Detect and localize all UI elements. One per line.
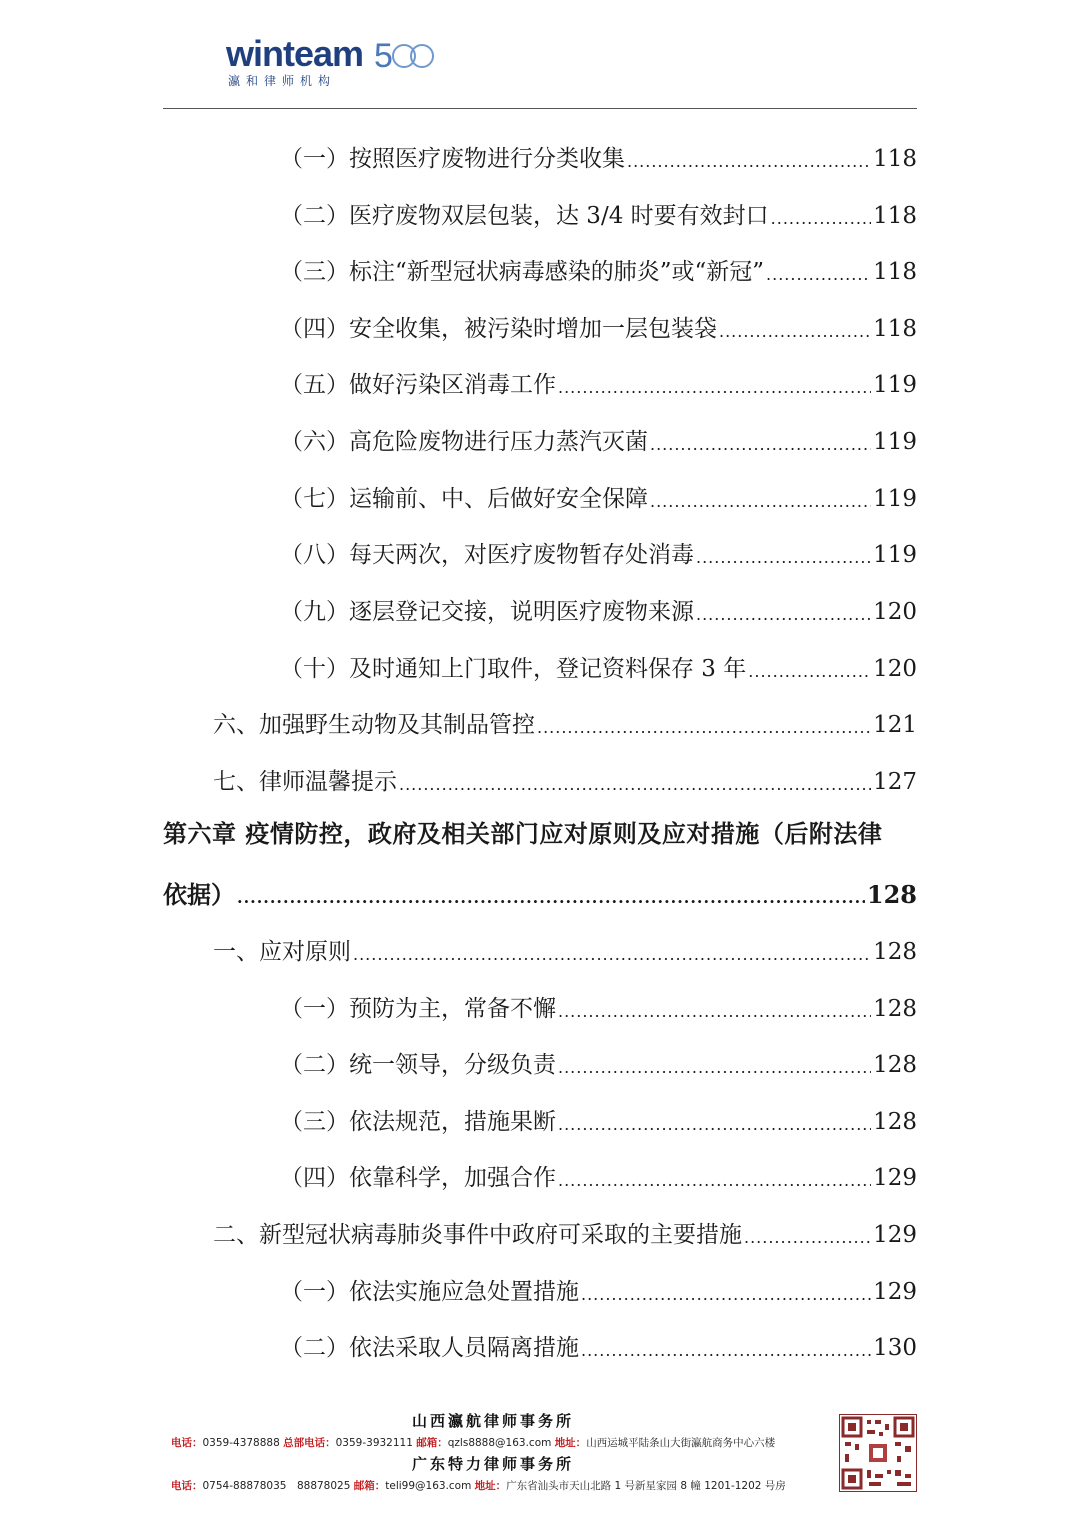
toc-label: （二）依法采取人员隔离措施 bbox=[280, 1335, 579, 1361]
toc-page: 129 bbox=[873, 1279, 917, 1305]
toc-page: 118 bbox=[873, 203, 917, 229]
toc-chapter-title[interactable]: 第六章 疫情防控，政府及相关部门应对原则及应对措施（后附法律 bbox=[163, 819, 883, 848]
contact-key: 邮箱： bbox=[416, 1437, 448, 1449]
contact-email[interactable]: qzls8888@163.com bbox=[447, 1437, 552, 1449]
contact-key: 地址： bbox=[474, 1480, 507, 1492]
toc-label: 二、新型冠状病毒肺炎事件中政府可采取的主要措施 bbox=[213, 1222, 742, 1248]
toc-entry[interactable] bbox=[280, 992, 917, 1024]
toc-label: 一、应对原则 bbox=[213, 939, 351, 965]
toc-label: （一）依法实施应急处置措施 bbox=[280, 1279, 579, 1305]
toc-page: 129 bbox=[873, 1165, 917, 1191]
qr-code-icon bbox=[839, 1414, 917, 1492]
toc-entry[interactable] bbox=[280, 255, 917, 287]
page-footer bbox=[163, 1408, 917, 1508]
toc-label: （七）运输前、中、后做好安全保障 bbox=[280, 486, 648, 512]
logo-number: 5 bbox=[374, 37, 393, 75]
contact-key: 电话： bbox=[171, 1437, 203, 1449]
toc-page: 120 bbox=[873, 656, 917, 682]
toc-leader bbox=[696, 546, 871, 570]
toc-label: （八）每天两次，对医疗废物暂存处消毒 bbox=[280, 542, 694, 568]
toc-entry[interactable] bbox=[280, 425, 917, 457]
toc-entry[interactable] bbox=[280, 595, 917, 627]
logo-text: winteam bbox=[226, 33, 364, 74]
logo-rings-icon bbox=[392, 42, 436, 70]
toc-entry[interactable] bbox=[280, 1331, 917, 1363]
toc-leader bbox=[581, 1283, 871, 1307]
toc-label: （九）逐层登记交接，说明医疗废物来源 bbox=[280, 599, 694, 625]
toc-label: （四）安全收集，被污染时增加一层包装袋 bbox=[280, 316, 717, 342]
toc-leader bbox=[581, 1339, 871, 1363]
contact-value: 0359-4378888 bbox=[202, 1437, 280, 1449]
header-divider bbox=[163, 108, 917, 109]
toc-leader bbox=[766, 263, 871, 287]
toc-leader bbox=[558, 1000, 871, 1024]
toc-page: 129 bbox=[873, 1222, 917, 1248]
toc-page: 128 bbox=[873, 1052, 917, 1078]
toc-leader bbox=[558, 376, 871, 400]
toc-section-entry[interactable] bbox=[213, 935, 917, 967]
toc-entry[interactable] bbox=[280, 1161, 917, 1193]
toc-label: 依据） bbox=[163, 880, 235, 909]
toc-leader bbox=[650, 490, 871, 514]
winteam-logo bbox=[226, 32, 446, 88]
toc-label: （六）高危险废物进行压力蒸汽灭菌 bbox=[280, 429, 648, 455]
contact-value: 0359-3932111 bbox=[335, 1437, 413, 1449]
toc-label: （一）按照医疗废物进行分类收集 bbox=[280, 146, 625, 172]
toc-page: 121 bbox=[873, 712, 917, 738]
toc-leader bbox=[771, 207, 871, 231]
toc-page: 119 bbox=[873, 542, 917, 568]
toc-leader bbox=[744, 1226, 871, 1250]
toc-page: 128 bbox=[873, 939, 917, 965]
toc-leader bbox=[353, 943, 871, 967]
firm-name-shanxi: 山西瀛航律师事务所 bbox=[411, 1412, 574, 1430]
toc-leader bbox=[696, 603, 871, 627]
toc-label: （四）依靠科学，加强合作 bbox=[280, 1165, 556, 1191]
toc-section-entry[interactable] bbox=[213, 765, 917, 797]
toc-entry[interactable] bbox=[280, 142, 917, 174]
toc-leader bbox=[719, 320, 871, 344]
toc-leader bbox=[237, 886, 865, 910]
toc-page: 127 bbox=[873, 769, 917, 795]
toc-page: 119 bbox=[873, 372, 917, 398]
toc-leader bbox=[399, 773, 871, 797]
toc-leader bbox=[558, 1056, 871, 1080]
firm-name-guangdong: 广东特力律师事务所 bbox=[411, 1455, 574, 1473]
contact-key: 总部电话： bbox=[283, 1437, 336, 1449]
toc-entry[interactable] bbox=[280, 538, 917, 570]
toc-page: 128 bbox=[873, 996, 917, 1022]
contact-email[interactable]: teli99@163.com bbox=[385, 1480, 472, 1492]
toc-label: （三）依法规范，措施果断 bbox=[280, 1109, 556, 1135]
toc-label: 七、律师温馨提示 bbox=[213, 769, 397, 795]
contact-key: 邮箱： bbox=[353, 1480, 386, 1492]
toc-page: 120 bbox=[873, 599, 917, 625]
toc-label: （二）医疗废物双层包装，达 3/4 时要有效封口 bbox=[280, 203, 769, 229]
toc-leader bbox=[748, 660, 871, 684]
toc-leader bbox=[537, 716, 871, 740]
toc-page: 118 bbox=[873, 259, 917, 285]
toc-page: 119 bbox=[873, 486, 917, 512]
toc-label: （一）预防为主，常备不懈 bbox=[280, 996, 556, 1022]
toc-leader bbox=[558, 1113, 871, 1137]
contact-address: 山西运城平陆条山大街瀛航商务中心六楼 bbox=[586, 1437, 776, 1449]
toc-leader bbox=[650, 433, 871, 457]
toc-label: （三）标注“新型冠状病毒感染的肺炎”或“新冠” bbox=[280, 259, 765, 285]
toc-page: 128 bbox=[866, 880, 917, 909]
toc-label: （二）统一领导，分级负责 bbox=[280, 1052, 556, 1078]
toc-leader bbox=[627, 150, 871, 174]
toc-page: 118 bbox=[873, 146, 917, 172]
contact-key: 地址： bbox=[554, 1437, 587, 1449]
toc-entry[interactable] bbox=[280, 199, 917, 231]
firm-contact-guangdong bbox=[171, 1479, 831, 1493]
toc-entry[interactable] bbox=[280, 1048, 917, 1080]
contact-address: 广东省汕头市天山北路 1 号新星家园 8 幢 1201-1202 号房 bbox=[506, 1480, 786, 1492]
toc-entry[interactable] bbox=[280, 482, 917, 514]
logo-subtitle: 瀛和律师机构 bbox=[228, 74, 337, 88]
toc-entry[interactable] bbox=[280, 312, 917, 344]
toc-page: 130 bbox=[873, 1335, 917, 1361]
toc-entry[interactable] bbox=[280, 368, 917, 400]
toc-section-entry[interactable] bbox=[213, 1218, 917, 1250]
toc-entry[interactable] bbox=[280, 652, 917, 684]
toc-section-entry[interactable] bbox=[213, 708, 917, 740]
toc-chapter-entry[interactable] bbox=[163, 878, 917, 910]
toc-entry[interactable] bbox=[280, 1105, 917, 1137]
toc-page: 118 bbox=[873, 316, 917, 342]
contact-key: 电话： bbox=[171, 1480, 203, 1492]
firm-contact-shanxi bbox=[171, 1436, 831, 1450]
toc-label: （五）做好污染区消毒工作 bbox=[280, 372, 556, 398]
toc-label: （十）及时通知上门取件，登记资料保存 3 年 bbox=[280, 656, 747, 682]
toc-page: 128 bbox=[873, 1109, 917, 1135]
contact-value: 0754-88878035 88878025 bbox=[202, 1480, 351, 1492]
toc-page: 119 bbox=[873, 429, 917, 455]
toc-label: 六、加强野生动物及其制品管控 bbox=[213, 712, 535, 738]
toc-leader bbox=[558, 1169, 871, 1193]
toc-entry[interactable] bbox=[280, 1275, 917, 1307]
